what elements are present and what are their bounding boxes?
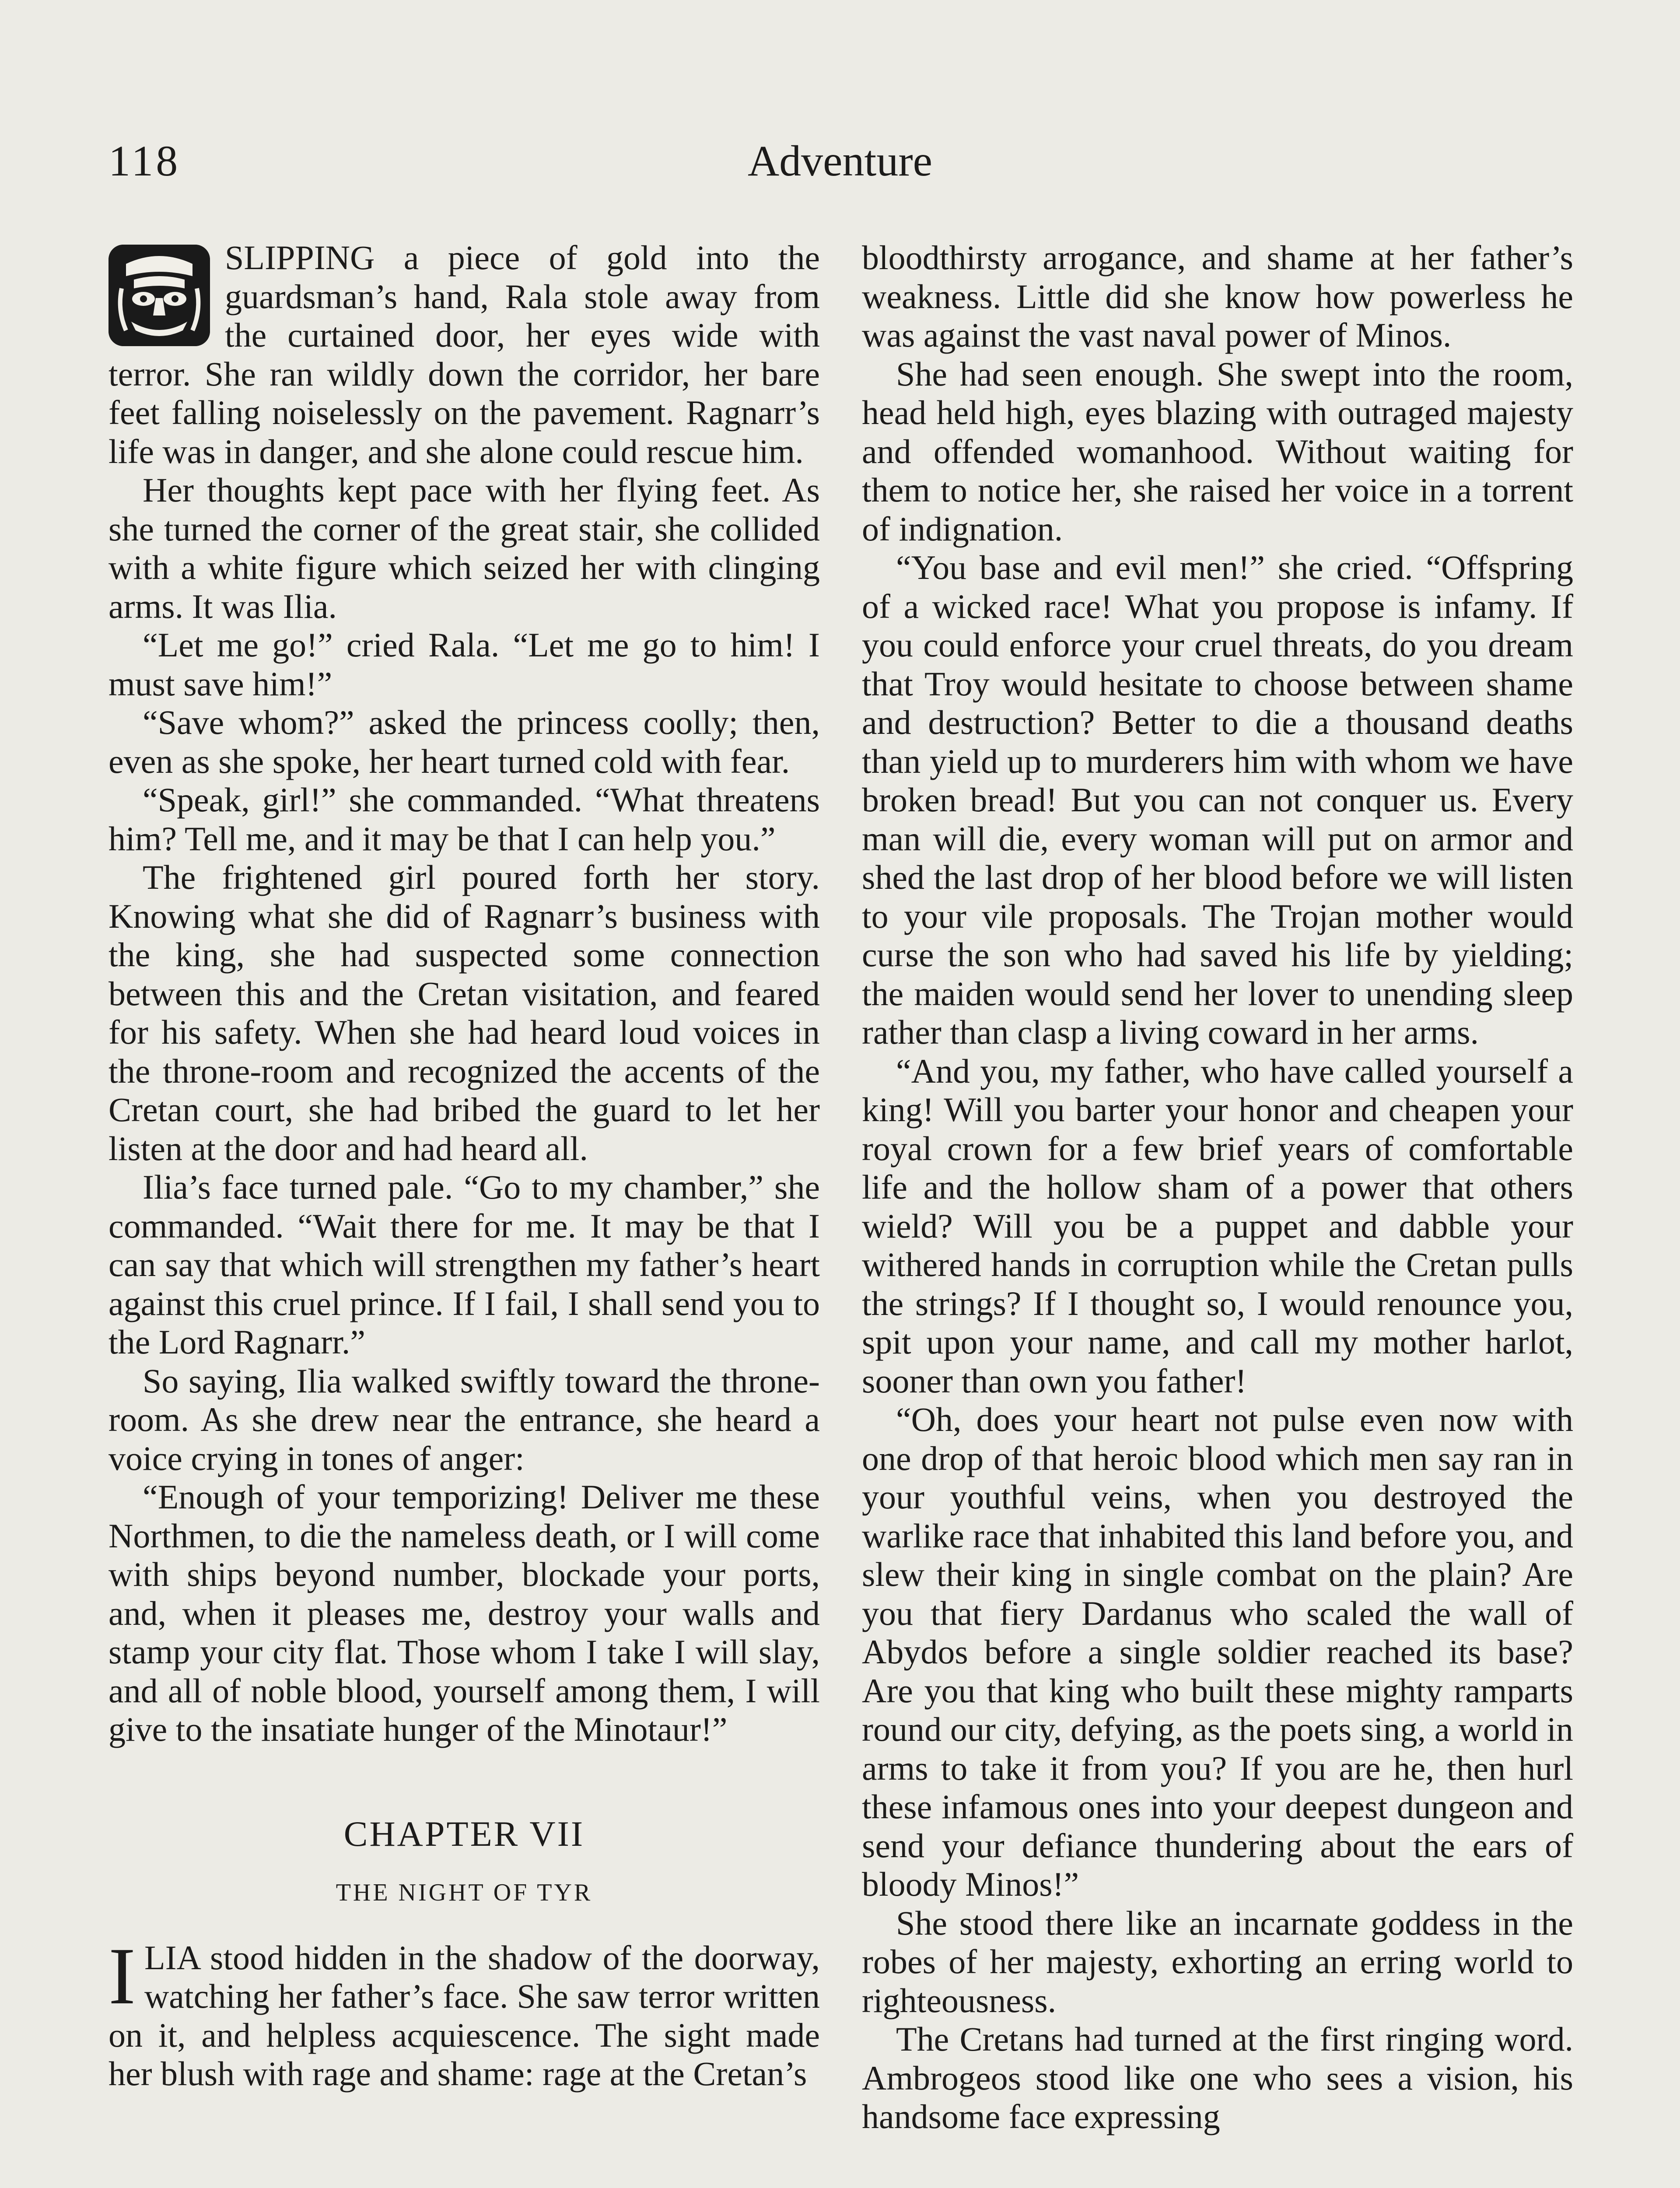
paragraph: SLIPPING a piece of gold into the guardsman’s hand, Rala stole away from the curtained door, her eyes wide with terror. She ran wildly down the corridor, her bare feet falling noiselessly on the pavement. Ragnarr’s life was in danger, and she alone could rescue him. (108, 238, 820, 470)
chapter-subtitle: THE NIGHT OF TYR (336, 1879, 593, 1906)
drop-initial: I (108, 1931, 136, 2021)
paragraph: The frightened girl poured forth her story. Knowing what she did of Ragnarr’s business with the king, she had suspected some connection between this and the Cretan visitation, and feared for his safety. When she had heard loud voices in the throne-room and recognized the accents of the Cretan court, she had bribed the guard to let her listen at the door and had heard all. (108, 858, 820, 1168)
chapter-heading: CHAPTER VII (343, 1813, 585, 1854)
paragraph: Her thoughts kept pace with her flying feet. As she turned the corner of the great stair, she collided with a white figure which seized her with clinging arms. It was Ilia. (108, 471, 820, 625)
carved-mask-icon (108, 245, 210, 346)
paragraph: “Oh, does your heart not pulse even now with one drop of that heroic blood which men say ran in your youthful veins, when you destroyed the warlike race that inhabited this land before you, and slew their king in single combat on the plain? Are you that fiery Dardanus who scaled the wall of Abydos before a single soldier reached its base? Are you that king who built these mighty ramparts round our city, defying, as the poets sing, a world in arms to take it from you? If you are he, then hurl these infamous ones into your deepest dungeon and send your defiance thundering about the ears of bloody Minos!” (862, 1400, 1573, 1903)
paragraph: “Enough of your temporizing! Deliver me these Northmen, to die the nameless death, or I will come with ships beyond number, blockade your ports, and, when it pleases me, destroy your walls and stamp your city flat. Those whom I take I will slay, and all of noble blood, yourself among them, I will give to the insatiate hunger of the Minotaur!” (108, 1478, 820, 1748)
paragraph (108, 1931, 820, 2093)
paragraph: Ilia’s face turned pale. “Go to my chamber,” she commanded. “Wait there for me. It may be that I can say that which will strengthen my father’s heart against this cruel prince. If I fail, I shall send you to the Lord Ragnarr.” (108, 1168, 820, 1361)
paragraph: bloodthirsty arrogance, and shame at her father’s weakness. Little did she know how powerless he was against the vast naval power of Minos. (862, 238, 1573, 354)
right-column (862, 238, 1573, 2136)
paragraph: “Save whom?” asked the princess coolly; then, even as she spoke, her heart turned cold with fear. (108, 703, 820, 780)
paragraph: She had seen enough. She swept into the room, head held high, eyes blazing with outraged majesty and offended womanhood. Without waiting for them to notice her, she raised her voice in a torrent of indignation. (862, 354, 1573, 548)
paragraph: She stood there like an incarnate goddess in the robes of her majesty, exhorting an erring world to righteousness. (862, 1904, 1573, 2020)
paragraph: “Speak, girl!” she commanded. “What threatens him? Tell me, and it may be that I can help you.” (108, 781, 820, 858)
paragraph: “Let me go!” cried Rala. “Let me go to him! I must save him!” (108, 626, 820, 703)
paragraph: So saying, Ilia walked swiftly toward the throne-room. As she drew near the entrance, she heard a voice crying in tones of anger: (108, 1361, 820, 1477)
paragraph: “You base and evil men!” she cried. “Offspring of a wicked race! What you propose is infamy. If you could enforce your cruel threats, do you dream that Troy would hesitate to choose between shame and destruction? Better to die a thousand deaths than yield up to murderers him with whom we have broken bread! But you can not conquer us. Every man will die, every woman will put on armor and shed the last drop of her blood before we will listen to your vile proposals. The Trojan mother would curse the son who had saved his life by yielding; the maiden would send her lover to unending sleep rather than clasp a living coward in her arms. (862, 548, 1573, 1051)
paragraph: “And you, my father, who have called yourself a king! Will you barter your honor and cheapen your royal crown for a few brief years of comfortable life and the hollow sham of a power that others wield? Will you be a puppet and dabble your withered hands in corruption while the Cretan pulls the strings? If I thought so, I would renounce you, spit upon your name, and call my mother harlot, sooner than own you father! (862, 1052, 1573, 1400)
running-head (0, 136, 1680, 197)
running-title: Adventure (747, 137, 933, 185)
paragraph-text: LIA stood hidden in the shadow of the doorway, watching her father’s face. She saw terror written on it, and helpless acquiescence. The sight made her blush with rage and shame: rage at the Cretan’s (108, 1938, 820, 2093)
page-number: 118 (108, 137, 181, 185)
left-column (108, 238, 820, 2093)
paragraph: The Cretans had turned at the first ringing word. Ambrogeos stood like one who sees a vision, his handsome face expressing (862, 2020, 1573, 2135)
